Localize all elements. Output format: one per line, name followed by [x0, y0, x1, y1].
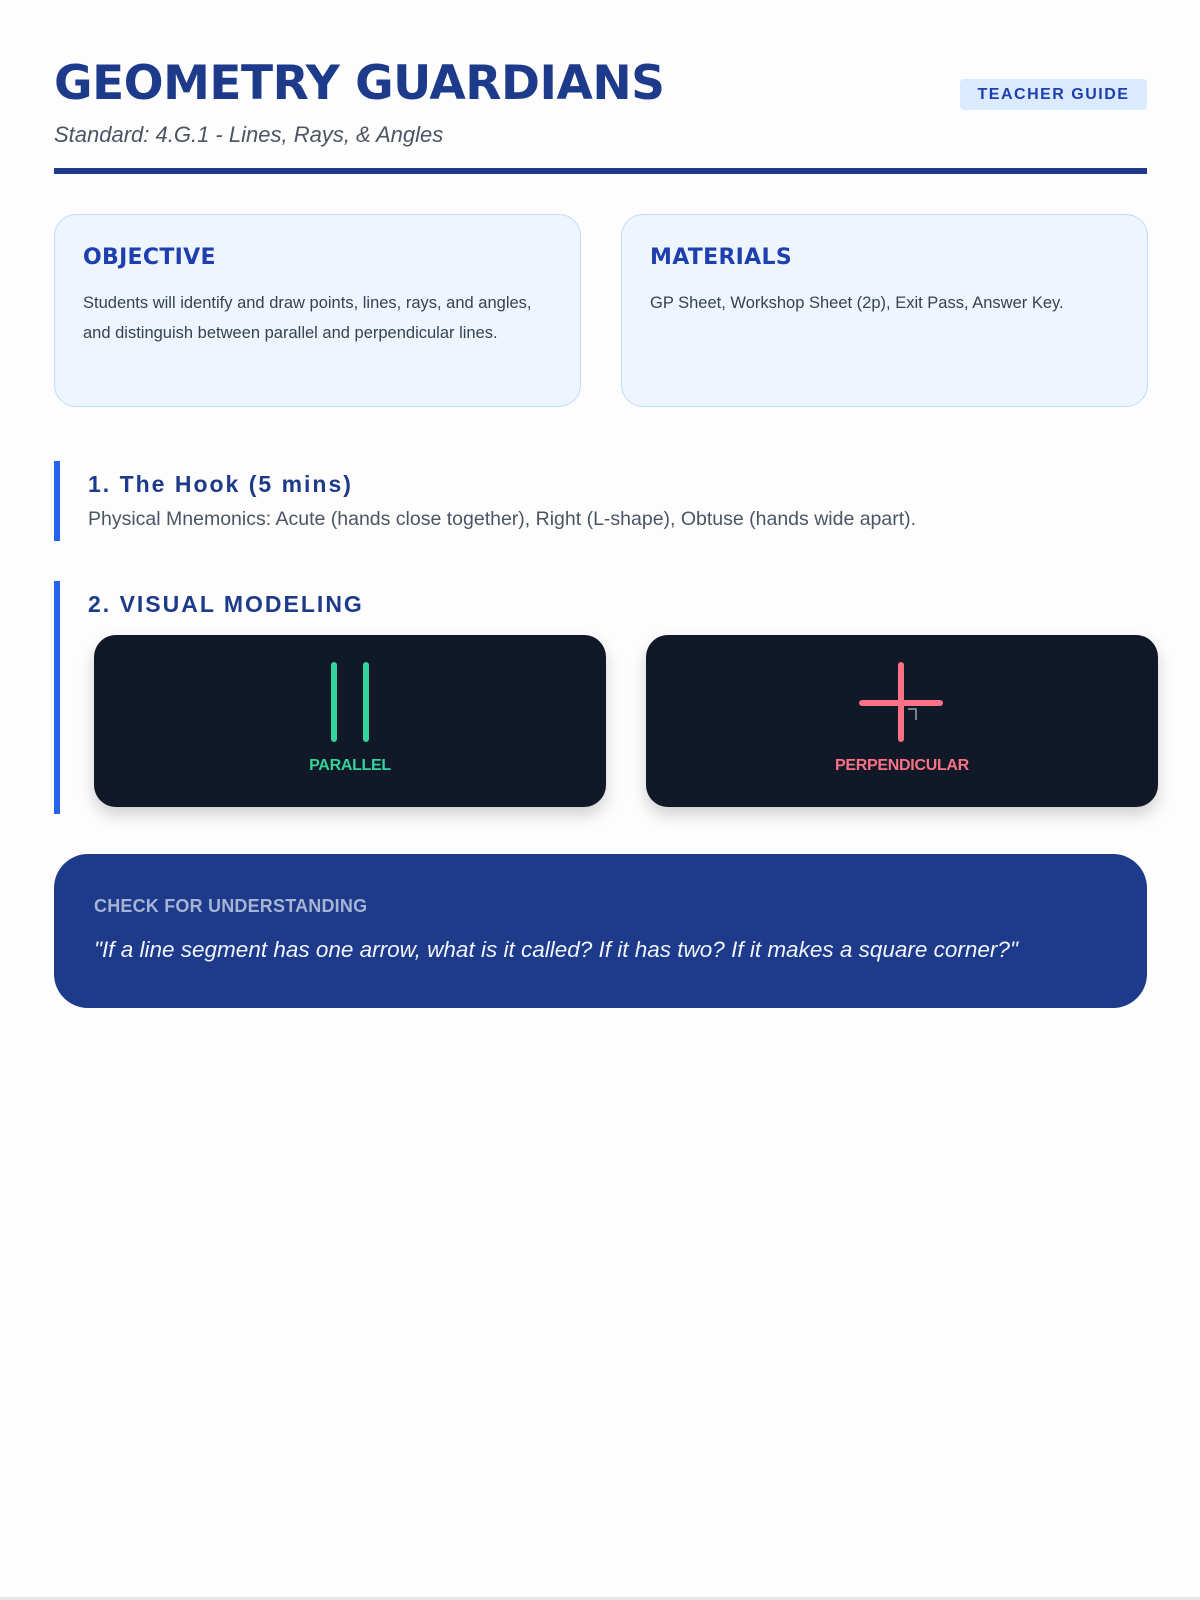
objective-text: Students will identify and draw points, lines, rays, and angles, and distinguish between parallel and perpendicular lines.: [83, 294, 532, 342]
perpendicular-label: PERPENDICULAR: [835, 757, 969, 774]
page-title: GEOMETRY GUARDIANS: [54, 56, 665, 111]
page-header: [54, 0, 1147, 174]
visual-modeling-title: 2. VISUAL MODELING: [88, 591, 364, 617]
teacher-guide-badge: TEACHER GUIDE: [960, 79, 1147, 110]
hook-section: [54, 461, 1147, 541]
parallel-panel: [94, 635, 606, 807]
hook-text: Physical Mnemonics: Acute (hands close together), Right (L-shape), Obtuse (hands wide apart).: [88, 508, 917, 530]
info-cards: [54, 214, 1147, 407]
materials-heading: MATERIALS: [650, 245, 792, 270]
objective-heading: OBJECTIVE: [83, 245, 216, 270]
materials-card: [621, 214, 1148, 407]
perpendicular-panel: [646, 635, 1158, 807]
parallel-lines-icon: [94, 635, 606, 807]
check-for-understanding-panel: [54, 854, 1147, 1008]
objective-card: [54, 214, 581, 407]
hook-title: 1. The Hook (5 mins): [88, 471, 353, 497]
cfu-question: "If a line segment has one arrow, what is it called? If it has two? If it makes a square corner?": [94, 937, 1018, 962]
standard-subtitle: Standard: 4.G.1 - Lines, Rays, & Angles: [54, 122, 444, 147]
materials-text: GP Sheet, Workshop Sheet (2p), Exit Pass, Answer Key.: [650, 294, 1064, 312]
teacher-guide-page: [54, 0, 1147, 962]
perpendicular-lines-icon: [646, 635, 1158, 807]
parallel-label: PARALLEL: [309, 757, 391, 774]
visual-modeling-section: [54, 581, 1147, 814]
cfu-label: CHECK FOR UNDERSTANDING: [94, 896, 368, 916]
